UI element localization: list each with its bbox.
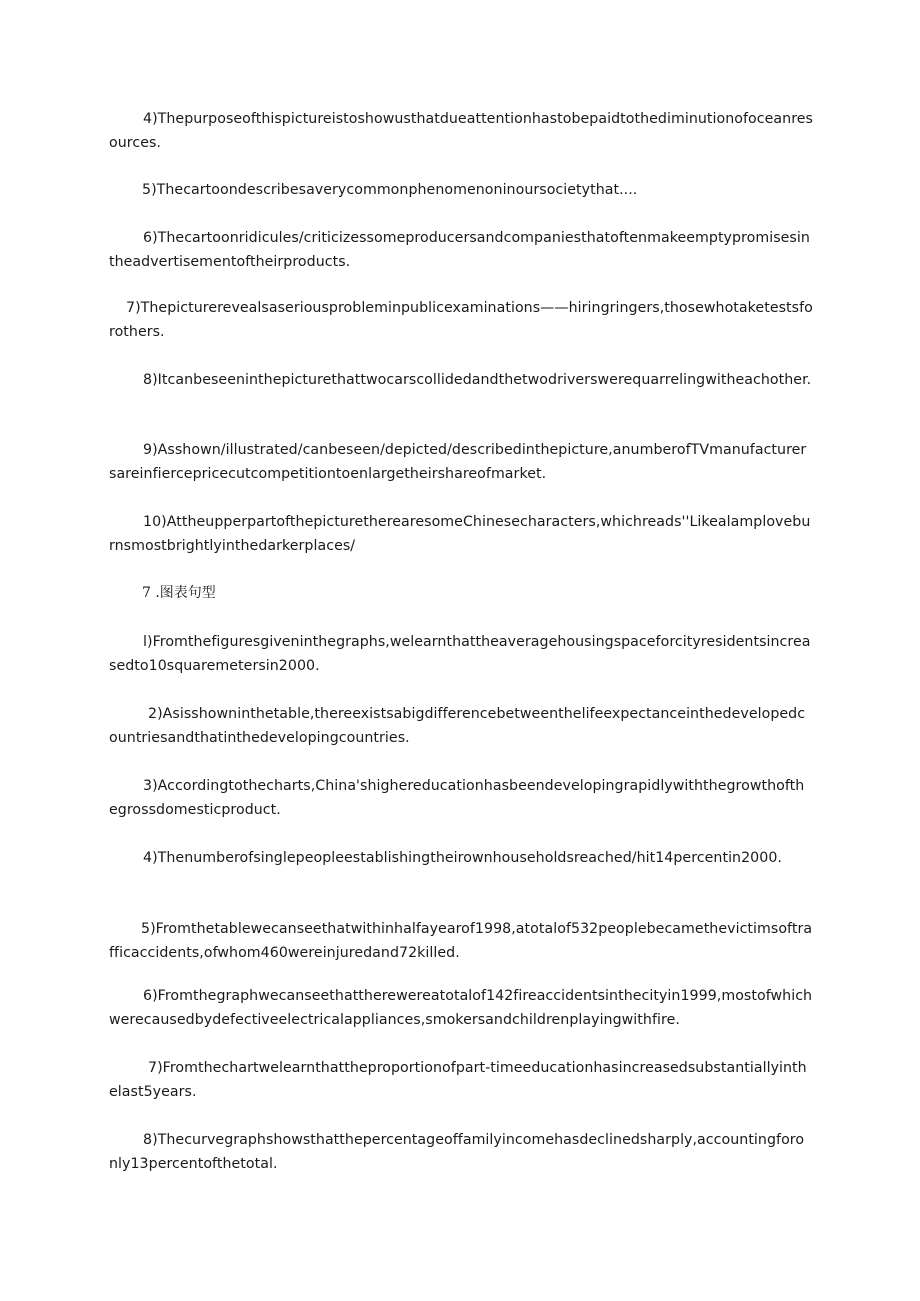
paragraph-a10: 10)AttheupperpartofthepicturetherearesomeChinesecharacters,whichreads''Likealamploveburnsmostbrightlyinthedarkerplaces/ xyxy=(109,514,811,554)
paragraph-b6: 6)Fromthegraphwecanseethattherewereatotalof142fireaccidentsinthecityin1999,mostofwhichwerecausedbydefectiveelectricalappliances,smokersandchildrenplayingwithfire. xyxy=(109,988,813,1028)
paragraph-b4: 4)Thenumberofsinglepeopleestablishingtheirownhouseholdsreached/hit14percentin2000. xyxy=(143,850,782,866)
paragraph-a6: 6)Thecartoonridicules/criticizessomeproducersandcompaniesthatoftenmakeemptypromisesintheadvertisementoftheirproducts. xyxy=(109,230,810,270)
section-heading: 7 .图表句型 xyxy=(142,585,216,601)
paragraph-a4: 4)Thepurposeofthispictureistoshowusthatdueattentionhastobepaidtothediminutionofoceanresources. xyxy=(109,111,813,151)
paragraph-a5: 5)Thecartoondescribesaverycommonphenomenoninoursocietythat.... xyxy=(142,182,638,198)
paragraph-b3: 3)Accordingtothecharts,China'shighereducationhasbeendevelopingrapidlywiththegrowthofthegrossdomesticproduct. xyxy=(109,778,805,818)
paragraph-a7: 7)Thepicturerevealsaseriousprobleminpublicexaminations——hiringringers,thosewhotaketestsforothers. xyxy=(109,300,813,340)
paragraph-a8: 8)Itcanbeseeninthepicturethattwocarscollidedandthetwodriverswerequarrelingwitheachother. xyxy=(143,372,812,388)
paragraph-b5: 5)Fromthetablewecanseethatwithinhalfayearof1998,atotalof532peoplebecamethevictimsoftrafficaccidents,ofwhom460wereinjuredand72killed. xyxy=(109,921,813,961)
paragraph-b2: 2)Asisshowninthetable,thereexistsabigdifferencebetweenthelifeexpectanceinthedevelopedcountriesandthatinthedevelopingcountries. xyxy=(109,706,806,746)
paragraph-b8: 8)Thecurvegraphshowsthatthepercentageoffamilyincomehasdeclinedsharply,accountingforonly13percentofthetotal. xyxy=(109,1132,805,1172)
paragraph-b1: l)Fromthefiguresgiveninthegraphs,welearnthattheaveragehousingspaceforcityresidentsincreasedto10squaremetersin2000. xyxy=(109,634,811,674)
paragraph-a9: 9)Asshown/illustrated/canbeseen/depicted/describedinthepicture,anumberofTVmanufacturersareinfiercepricecutcompetitiontoenlargetheirshareofmarket. xyxy=(109,442,807,482)
paragraph-b7: 7)Fromthechartwelearnthattheproportionofpart-timeeducationhasincreasedsubstantiallyinthelast5years. xyxy=(109,1060,807,1100)
